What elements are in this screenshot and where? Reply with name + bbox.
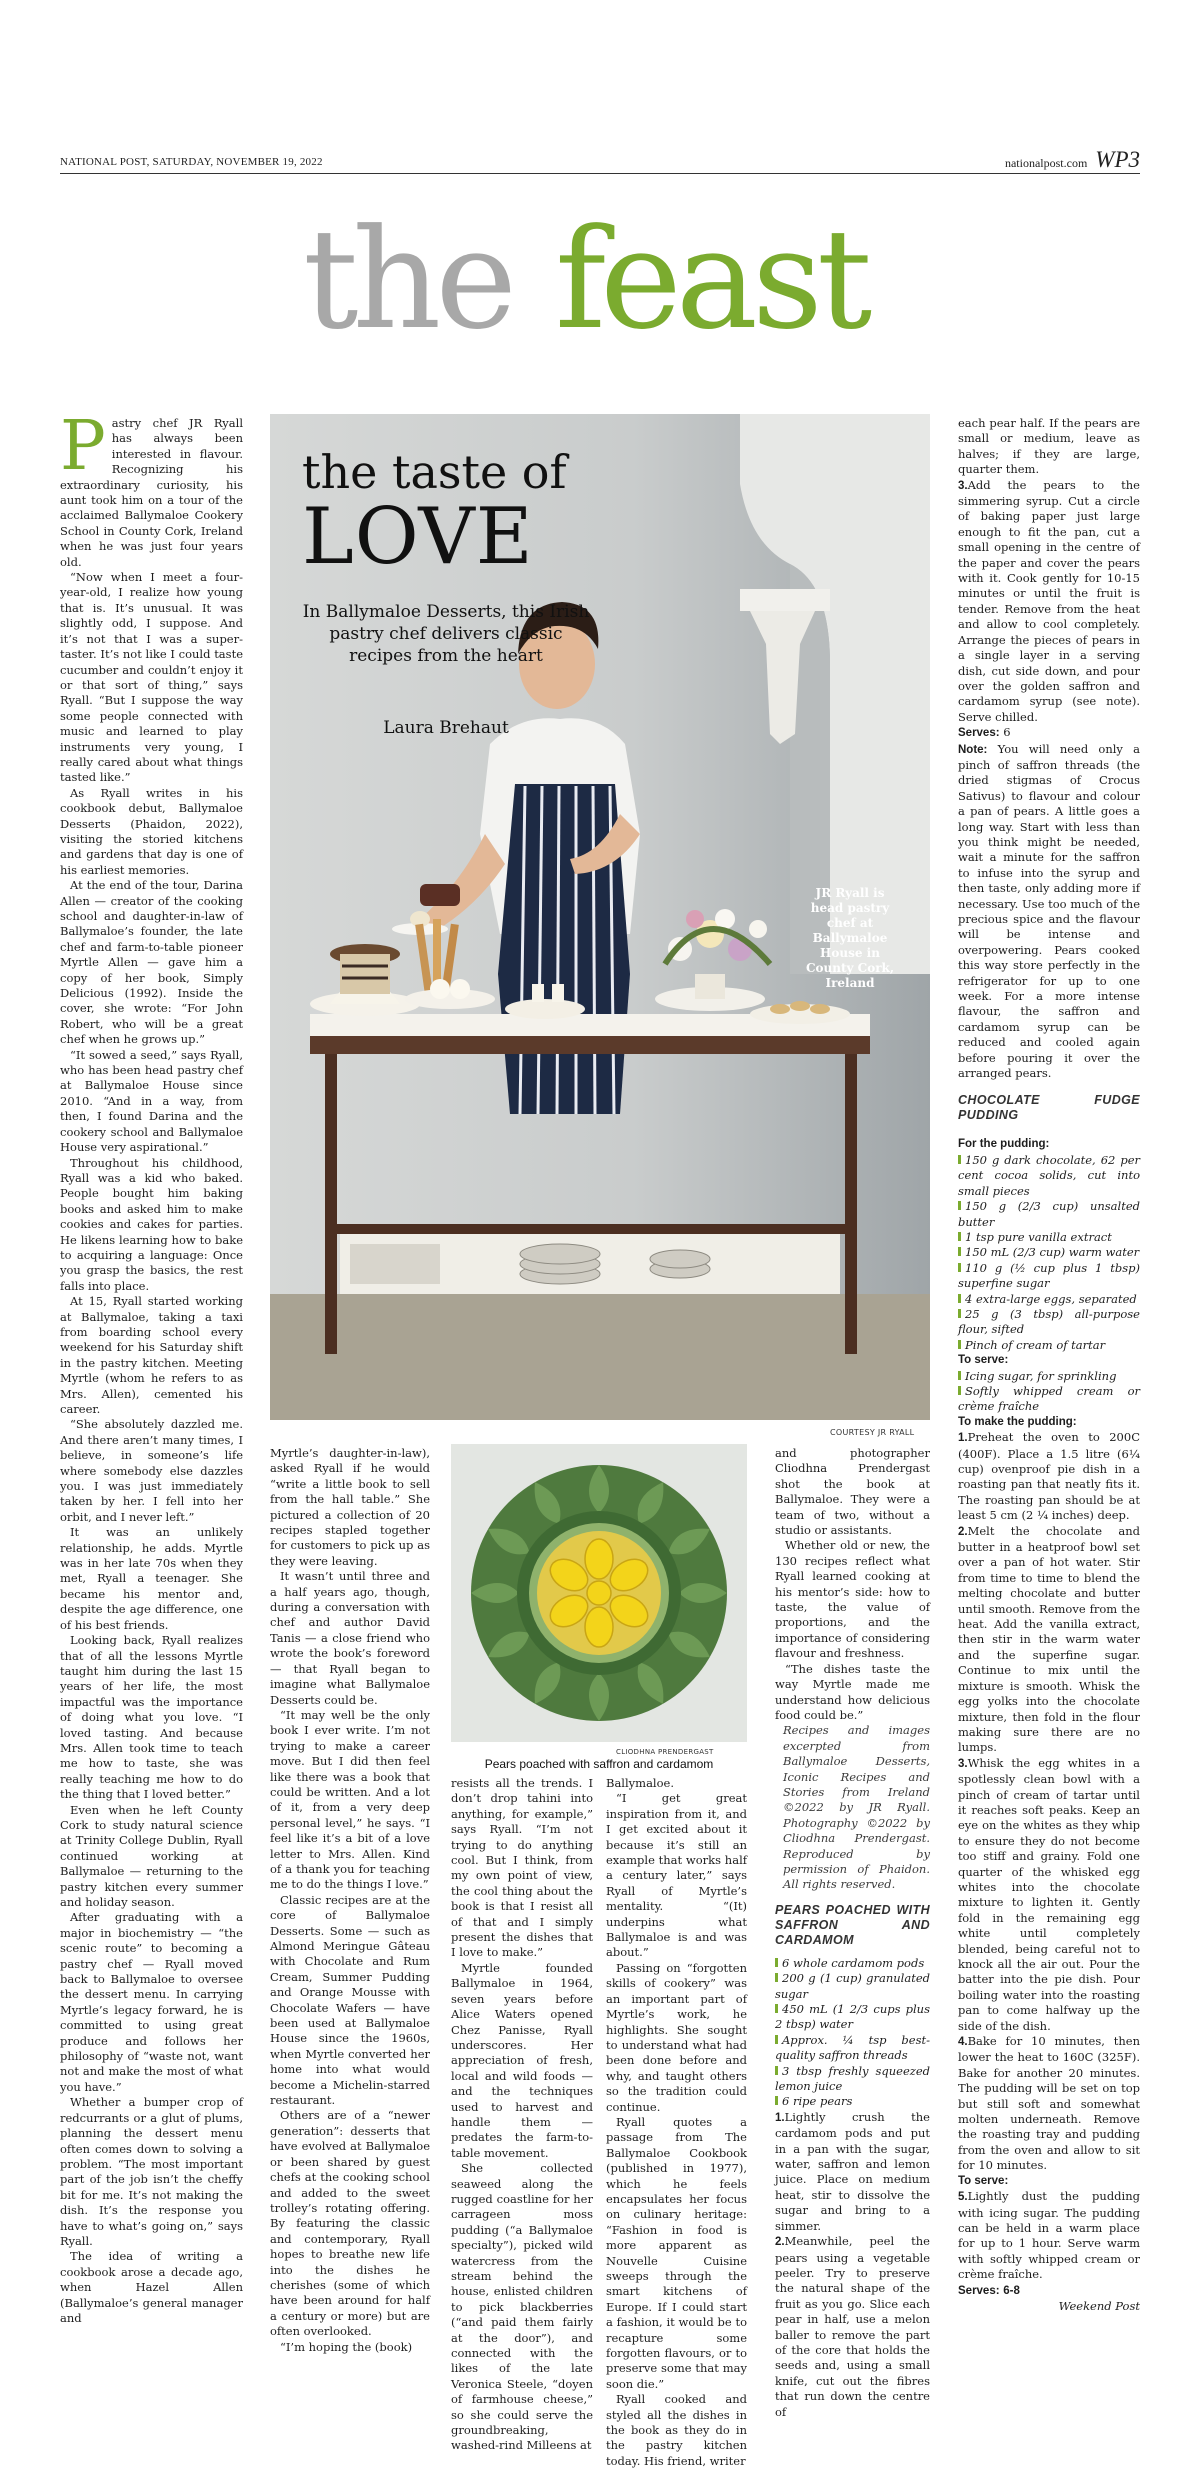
paragraph: and photographer Cliodhna Prendergast shot the book at Ballymaloe. They were a team of two, without a studio or assistants.	[775, 1446, 930, 1538]
ingredient-item: 110 g (½ cup plus 1 tbsp) superfine sugar	[958, 1260, 1140, 1291]
subhead-serve-2: To serve:	[958, 2174, 1009, 2187]
drop-cap: P	[60, 407, 106, 486]
recipe-step: 4.Bake for 10 minutes, then lower the heat to 160C (325F). Bake for another 20 minutes. The pudding will be set on top but still soft and somewhat molten underneath. Remove the roasting tray and pudding from the oven and allow to sit for 10 minutes.	[958, 2034, 1140, 2173]
ingredient-item: 200 g (1 cup) granulated sugar	[775, 1971, 930, 2001]
recipe-title-chocolate: CHOCOLATE FUDGE PUDDING	[958, 1093, 1140, 1123]
ingredient-item: Approx. ¼ tsp best-quality saffron threads	[775, 2032, 930, 2063]
article-column-1	[60, 407, 243, 2326]
paragraph: Ryall quotes a passage from The Ballymaloe Cookbook (published in 1977), which he feels encapsulates her focus on culinary heritage: “Fashion in food is more apparent as Nouvelle Cuisine sweeps through the smart kitchens of Europe. If I could start a fashion, it would be to recapture some forgotten flavours, or to preserve some that may soon die.”	[606, 2114, 747, 2391]
bullet-icon	[958, 1155, 961, 1164]
paragraph: It was an unlikely relationship, he adds. Myrtle was in her late 70s when they met, Ryall a teenager. She became his mentor and, despite the age difference, one of his best friends.	[60, 1525, 243, 1632]
ingredients-list-pears	[775, 1956, 930, 2110]
paragraph: Myrtle’s daughter-in-law), asked Ryall if he would “write a little book to sell from the hall table.” She pictured a collection of 20 recipes stapled together for customers to pick up as they were leaving.	[270, 1446, 430, 1568]
ingredient-item: Pinch of cream of tartar	[958, 1338, 1140, 1353]
paragraph: “I get great inspiration from it, and I get excited about it because it’s still an example that works half a century later,” says Ryall of Myrtle’s mentality. “(It) underpins what Ballymaloe is and was about.”	[606, 1791, 747, 1960]
section-title-the: the	[303, 199, 512, 360]
recipe-column-6	[958, 416, 1140, 2314]
bullet-icon	[958, 1201, 961, 1210]
recipe-step: 3.Add the pears to the simmering syrup. Cut a circle of baking paper just large enough to fit the pan, cut a small opening in the centre of the paper and cover the pears with it. Cook gently for 10-15 minutes or until the fruit is tender. Remove from the heat and allow to cool completely. Arrange the pieces of pears in a single layer in a serving dish, cut side down, and pour over the golden saffron and cardamom syrup (see note). Serve chilled.	[958, 477, 1140, 724]
section-title-feast: feast	[555, 199, 867, 360]
paragraph: Myrtle founded Ballymaloe in 1964, seven years before Alice Waters opened Chez Panisse, Ryall underscores. Her appreciation of fresh, local and wild foods — and the techniques used to harvest and handle them — predates the farm-to-table movement.	[451, 1960, 593, 2160]
bullet-icon	[958, 1371, 961, 1380]
excerpt-credit: Recipes and images excerpted from Ballymaloe Desserts, Iconic Recipes and Stories from Ireland ©2022 by JR Ryall. Photography ©2022 by Cliodhna Prendergast. Reproduced by permission of Phaidon. All rights reserved.	[783, 1723, 930, 1892]
article-column-4	[606, 1776, 747, 2469]
paragraph: As Ryall writes in his cookbook debut, Ballymaloe Desserts (Phaidon, 2022), visiting the storied kitchens and gardens that day is one of his earliest memories.	[60, 785, 243, 877]
paragraph: “It may well be the only book I ever write. I’m not trying to make a career move. But I did then feel like there was a book that could be written. And a lot of it, from a very deep personal level,” he says. “I feel like it’s a bit of a love letter to Mrs. Allen. Kind of a thank you for teaching me to do the things I love.”	[270, 1707, 430, 1892]
page-header-right	[1005, 147, 1140, 173]
pears-photo	[451, 1444, 747, 1742]
subhead-pudding: For the pudding:	[958, 1138, 1050, 1151]
article-column-3	[451, 1776, 593, 2454]
paragraph: Whether a bumper crop of redcurrants or a glut of plums, planning the dessert menu often comes down to solving a problem. “The most important part of the job isn’t the cheffy bit for me. It’s not making the dish. It’s the response you have to what’s going on,” says Ryall.	[60, 2095, 243, 2248]
paragraph: Throughout his childhood, Ryall was a kid who baked. People bought him baking books and asked him to make cookies and cakes for parties. He likens learning how to bake to acquiring a language: Once you grasp the basics, the rest falls into place.	[60, 1155, 243, 1293]
bullet-icon	[775, 2066, 778, 2075]
paragraph: “Now when I meet a four-year-old, I realize how young that is. It’s unusual. It was slightly odd, I suppose. And it’s not that I was a super-taster. It’s not like I could taste cucumber and couldn’t enjoy it or that sort of thing,” says Ryall. “But I suppose the way some people connected with music and learned to play instruments very young, I really cared about what things tasted like.”	[60, 570, 243, 785]
newspaper-dateline: NATIONAL POST, SATURDAY, NOVEMBER 19, 2022	[60, 156, 323, 168]
ingredient-item: 3 tbsp freshly squeezed lemon juice	[775, 2063, 930, 2094]
recipe-title-pears: PEARS POACHED WITH SAFFRON AND CARDAMOM	[775, 1902, 930, 1947]
photo-caption: JR Ryall is head pastry chef at Ballymaloe House in County Cork, Ireland	[805, 886, 895, 990]
recipe-step: 1.Preheat the oven to 200C (400F). Place a 1.5 litre (6¼ cup) ovenproof pie dish in a roasting pan that neatly fits it. The roasting pan should be at least 5 cm (2 ¼ inches) deep.	[958, 1430, 1140, 1523]
site-url[interactable]: nationalpost.com	[1004, 156, 1088, 170]
paragraph: resists all the trends. I don’t drop tahini into anything, for example,” says Ryall. “I’m not trying to do anything cool. But I think, from my own point of view, the cool thing about the book is that I resist all of that and I simply present the dishes that I love to make.”	[451, 1776, 593, 1960]
paragraph: “It sowed a seed,” says Ryall, who has been head pastry chef at Ballymaloe House since 2010. “And in a way, from then, I found Darina and the cookery school and Ballymaloe House very aspirational.”	[60, 1047, 243, 1155]
feature-dek: In Ballymaloe Desserts, this Irish pastry chef delivers classic recipes from the heart	[302, 602, 590, 666]
paragraph: “The dishes taste the way Myrtle made me understand how delicious food could be.”	[775, 1661, 930, 1722]
paragraph: Others are of a “newer generation”: desserts that have evolved at Ballymaloe or been shared by guest chefs at the cooking school and added to the sweet trolley’s rotating offering. By featuring the classic and contemporary, Ryall hopes to breathe new life into the dishes he cherishes (some of which have been around for half a century or more) but are often overlooked.	[270, 2108, 430, 2339]
ingredient-item: 150 g (2/3 cup) unsalted butter	[958, 1199, 1140, 1229]
bullet-icon	[958, 1309, 961, 1318]
ingredient-item: 25 g (3 tbsp) all-purpose flour, sifted	[958, 1306, 1140, 1337]
bullet-icon	[775, 2035, 778, 2044]
photo2-caption: Pears poached with saffron and cardamom	[484, 1757, 714, 1771]
recipe-step: 3.Whisk the egg whites in a spotlessly clean bowl with a pinch of cream of tartar until it reaches soft peaks. Keep an eye on the whites as they whip to ensure they do not become too stiff and grainy. Fold one quarter of the whisked egg whites into the chocolate mixture to lighten it. Gently fold in the remaining egg white until completely blended, being careful not to knock all the air out. Pour the batter into the pie dish. Pour boiling water into the roasting pan to come halfway up the side of the dish.	[958, 1755, 1140, 2033]
paragraph: It wasn’t until three and a half years ago, though, during a conversation with chef and author David Tanis — a close friend who wrote the book’s foreword — that Ryall began to imagine what Ballymaloe Desserts could be.	[270, 1569, 430, 1707]
ingredient-item: 150 g dark chocolate, 62 per cent cocoa solids, cut into small pieces	[958, 1152, 1140, 1198]
ingredient-item: 6 whole cardamom pods	[775, 1956, 930, 1971]
paragraph: Ryall cooked and styled all the dishes in the book as they do in the pastry kitchen today. His friend, writer	[606, 2392, 747, 2468]
feature-title-line1: the taste of	[302, 445, 567, 499]
paragraph: After graduating with a major in biochemistry — “the scenic route” to becoming a pastry chef — Ryall moved back to Ballymaloe to oversee the dessert menu. In carrying Myrtle’s legacy forward, he is committed to using great produce and follows her philosophy of “waste not, want not and make the most of what you have.”	[60, 1910, 243, 2094]
ingredient-item: Icing sugar, for sprinkling	[958, 1369, 1140, 1384]
paragraph: Even when he left County Cork to study natural science at Trinity College Dublin, Ryall continued working at Ballymaloe — returning to the pastry kitchen every summer and holiday season.	[60, 1802, 243, 1909]
subhead-serve: To serve:	[958, 1354, 1009, 1367]
article-column-2	[270, 1446, 430, 2355]
pears-plate-illustration	[451, 1444, 747, 1742]
recipe-step: 1.Lightly crush the cardamom pods and put in a pan with the sugar, water, saffron and lemon juice. Place on medium heat, stir to dissolve the sugar and bring to a simmer.	[775, 2109, 930, 2233]
paragraph: Ballymaloe.	[606, 1776, 674, 1790]
note: Note: You will need only a pinch of saffron threads (the dried stigmas of Crocus Sativus) to flavour and colour a pan of pears. A little goes a long way. Start with less than you think might be needed, wait a minute for the saffron to infuse into the syrup and then taste, only adding more if necessary. Use too much of the precious spice and the flavour will be intense and overpowering. Pears cooked this way store perfectly in the refrigerator for up to one week. For a more intense flavour, the saffron and cardamom syrup can be reduced and cooled again before pouring it over the arranged pears.	[958, 741, 1140, 1081]
paragraph: At 15, Ryall started working at Ballymaloe, taking a taxi from boarding school every weekend for his Saturday shift in the pastry kitchen. Meeting Myrtle (whom he refers to as Mrs. Allen), cemented his career.	[60, 1294, 243, 1416]
paragraph: “She absolutely dazzled me. And there aren’t many times, I believe, in someone’s life where somebody else dazzles you. I was just immediately taken by her. I fell into her orbit, and I never left.”	[60, 1417, 243, 1524]
bullet-icon	[958, 1263, 961, 1272]
photo2-credit: CLIODHNA PRENDERGAST	[616, 1748, 714, 1756]
bullet-icon	[958, 1247, 961, 1256]
bullet-icon	[958, 1340, 961, 1349]
source-signature: Weekend Post	[1058, 2298, 1140, 2313]
paragraph: astry chef JR Ryall has always been interested in flavour. Recognizing his extraordinary curiosity, his aunt took him on a tour of the acclaimed Ballymaloe Cookery School in County Cork, Ireland when he was just four years old.	[60, 416, 243, 569]
paragraph: each pear half. If the pears are small or medium, leave as halves; if they are large, quarter them.	[958, 416, 1140, 477]
paragraph: “I’m hoping the (book)	[280, 2339, 413, 2354]
feature-byline: Laura Brehaut	[383, 718, 509, 738]
ingredient-item: 6 ripe pears	[775, 2094, 930, 2109]
article-column-5	[775, 1446, 930, 2420]
paragraph: She collected seaweed along the rugged coastline for her carrageen moss pudding (“a Ballymaloe specialty”), picked wild watercress from the stream behind the house, enlisted children to pick blackberries (“and paid them fairly at the door”), and connected with the likes of the late Veronica Steele, “doyen of farmhouse cheese,” so she could serve the groundbreaking, washed-rind Milleens at	[451, 2161, 593, 2453]
bullet-icon	[775, 1973, 778, 1982]
ingredient-item: 4 extra-large eggs, separated	[958, 1292, 1140, 1307]
bullet-icon	[958, 1386, 961, 1395]
paragraph: Whether old or new, the 130 recipes reflect what Ryall learned cooking at his mentor’s side: how to taste, the value of proportions, and the importance of considering flavour and freshness.	[775, 1538, 930, 1661]
ingredient-item: Softly whipped cream or crème fraîche	[958, 1383, 1140, 1414]
serves-line-2: Serves: 6-8	[958, 2284, 1020, 2297]
bullet-icon	[775, 1958, 778, 1967]
feature-title-line2: LOVE	[302, 492, 534, 582]
paragraph: Passing on “forgotten skills of cookery” was an important part of Myrtle’s work, he highlights. She sought to understand what had been done before and why, and taught others so the tradition could continue.	[606, 1960, 747, 2114]
subhead-make: To make the pudding:	[958, 1415, 1077, 1428]
bullet-icon	[775, 2096, 778, 2105]
paragraph: The idea of writing a cookbook arose a decade ago, when Hazel Allen (Ballymaloe’s general manager and	[60, 2249, 243, 2325]
bullet-icon	[958, 1294, 961, 1303]
page-number: WP3	[1095, 147, 1140, 172]
ingredient-item: 450 mL (1 2/3 cups plus 2 tbsp) water	[775, 2002, 930, 2032]
ingredient-item: 150 mL (2/3 cup) warm water	[958, 1245, 1140, 1260]
photo-credit: COURTESY JR RYALL	[830, 1428, 915, 1437]
paragraph: Looking back, Ryall realizes that of all the lessons Myrtle taught him during the last 15 years of her life, the most impactful was the importance of doing what you love. “I loved tasting. And because Mrs. Allen took time to teach me how to taste, she was really teaching me how to do the thing that I loved better.”	[60, 1633, 243, 1802]
recipe-step: 5.Lightly dust the pudding with icing sugar. The pudding can be held in a warm place for up to 1 hour. Serve warm with softly whipped cream or crème fraîche.	[958, 2189, 1140, 2282]
recipe-step: 2.Meanwhile, peel the pears using a vegetable peeler. Try to preserve the natural shape of the fruit as you go. Slice each pear in half, use a melon baller to remove the part of the core that holds the seeds and, using a small knife, cut out the fibres that run down the centre of	[775, 2234, 930, 2419]
header-rule	[60, 173, 1140, 174]
serves-line: Serves: 6	[958, 725, 1011, 740]
paragraph: At the end of the tour, Darina Allen — creator of the cooking school and daughter-in-law of Ballymaloe’s founder, the late chef and farm-to-table pioneer Myrtle Allen — gave him a copy of her book, Simply Delicious (1992). Inside the cover, she wrote: “For John Robert, who will be a great chef when he grows up.”	[60, 878, 243, 1047]
paragraph: Classic recipes are at the core of Ballymaloe Desserts. Some — such as Almond Meringue Gâteau with Chocolate and Rum Cream, Summer Pudding and Orange Mousse with Chocolate Wafers — have been used at Ballymaloe House since the 1960s, when Myrtle converted her home into what would become a Michelin-starred restaurant.	[270, 1892, 430, 2108]
bullet-icon	[775, 2004, 778, 2013]
bullet-icon	[958, 1232, 961, 1241]
recipe-step: 2.Melt the chocolate and butter in a heatproof bowl set over a pan of hot water. Stir from time to time to blend the melting chocolate and butter until smooth. Remove from the heat. Add the vanilla extract, then stir in the warm water and the superfine sugar. Continue to mix until the mixture is smooth. Whisk the egg yolks into the chocolate mixture, then fold in the flour making sure there are no lumps.	[958, 1523, 1140, 1755]
ingredient-item: 1 tsp pure vanilla extract	[958, 1230, 1140, 1245]
